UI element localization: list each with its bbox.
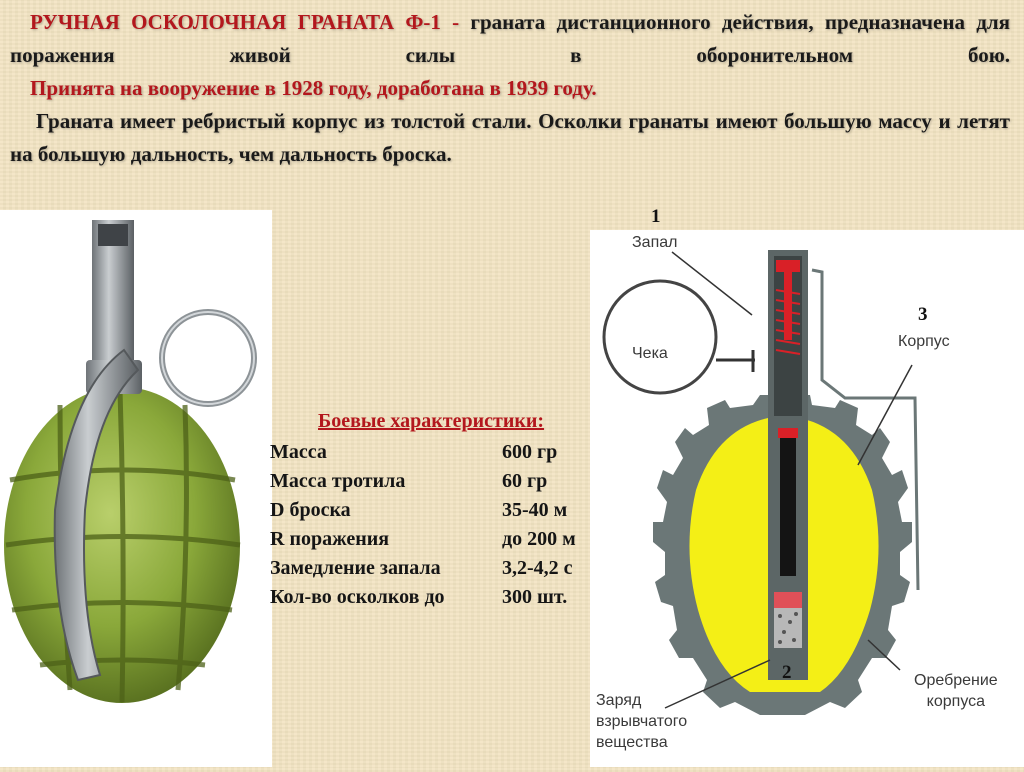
ribbing-label-line2: корпуса [926, 693, 986, 710]
charge-label-line1: Заряд [596, 692, 642, 709]
spec-value: 300 шт. [502, 586, 568, 608]
spec-row [270, 467, 600, 496]
charge-label [596, 690, 687, 753]
intro-paragraph-1 [10, 6, 1010, 72]
charge-label-line3: вещества [596, 734, 668, 751]
spec-row [270, 496, 600, 525]
spec-value: 600 гр [502, 441, 558, 463]
spec-label: Кол-во осколков до [270, 586, 445, 608]
callout-number-2: 2 [782, 662, 792, 683]
spec-row [270, 583, 600, 612]
ribbing-label [914, 670, 998, 712]
grenade-definition: граната дистанционного действия, предназначена для поражения живой силы в оборонительном бою. [10, 10, 1010, 67]
spec-label: Масса тротила [270, 470, 406, 492]
spec-value: до 200 м [502, 528, 576, 550]
spec-value: 35-40 м [502, 499, 568, 521]
intro-text [10, 6, 1010, 171]
description-paragraph: Граната имеет ребристый корпус из толстой стали. Осколки гранаты имеют большую массу и летят на большую дальность, чем дальность броска. [10, 109, 1010, 166]
callout-number-1: 1 [651, 206, 661, 227]
adoption-line: Принята на вооружение в 1928 году, доработана в 1939 году. [30, 76, 597, 100]
callout-number-3: 3 [918, 304, 928, 325]
body-label: Корпус [898, 333, 950, 350]
grenade-cutaway-diagram [590, 230, 1024, 767]
combat-specs [270, 407, 600, 612]
spec-row [270, 525, 600, 554]
grenade-photo [0, 210, 272, 767]
pin-label: Чека [632, 345, 668, 362]
fuse-label: Запал [632, 234, 678, 251]
spec-label: Замедление запала [270, 557, 441, 579]
grenade-title: РУЧНАЯ ОСКОЛОЧНАЯ ГРАНАТА Ф-1 - [30, 10, 460, 34]
spec-row [270, 554, 600, 583]
spec-value: 60 гр [502, 470, 548, 492]
spec-value: 3,2-4,2 с [502, 557, 573, 579]
spec-label: R поражения [270, 528, 390, 550]
ribbing-label-line1: Оребрение [914, 672, 998, 689]
grenade-photo-illustration [0, 210, 272, 767]
spec-label: D броска [270, 499, 351, 521]
specs-heading: Боевые характеристики: [318, 410, 545, 432]
spec-row [270, 438, 600, 467]
charge-label-line2: взрывчатого [596, 713, 688, 730]
spec-label: Масса [270, 441, 327, 463]
